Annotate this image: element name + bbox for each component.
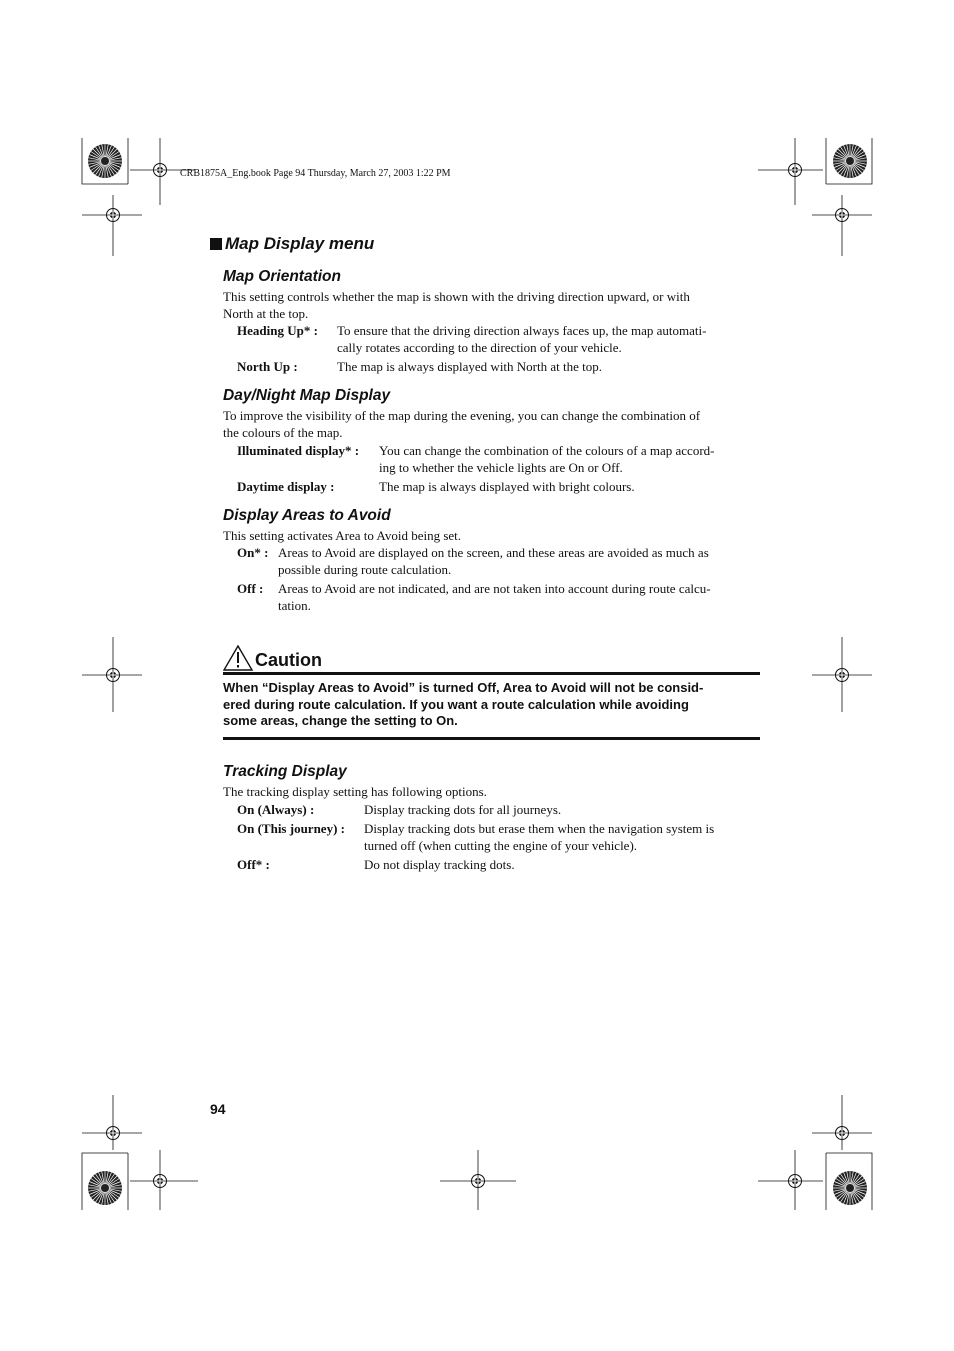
caution-line: some areas, change the setting to On. bbox=[223, 713, 458, 728]
desc-line: Areas to Avoid are displayed on the screen, and these areas are avoided as much as bbox=[278, 545, 709, 560]
desc-line: turned off (when cutting the engine of your vehicle). bbox=[364, 838, 638, 853]
option-off bbox=[237, 580, 762, 614]
day-night-heading: Day/Night Map Display bbox=[223, 387, 391, 404]
option-off-default bbox=[237, 856, 767, 873]
option-desc bbox=[337, 322, 767, 356]
caution-title: Caution bbox=[255, 650, 322, 670]
option-desc bbox=[278, 544, 762, 578]
option-desc: Do not display tracking dots. bbox=[364, 857, 515, 872]
option-heading-up bbox=[237, 322, 767, 356]
option-desc bbox=[379, 442, 767, 476]
option-on-this-journey bbox=[237, 820, 767, 854]
desc-line: Display tracking dots but erase them when the navigation system is bbox=[364, 821, 715, 836]
warning-triangle-icon bbox=[223, 645, 253, 671]
intro-line: the colours of the map. bbox=[223, 425, 343, 440]
areas-avoid-heading: Display Areas to Avoid bbox=[223, 507, 391, 524]
option-north-up bbox=[237, 358, 767, 375]
option-desc: The map is always displayed with bright colours. bbox=[379, 479, 635, 494]
intro-line: To improve the visibility of the map during the evening, you can change the combination of bbox=[223, 408, 701, 423]
areas-avoid-intro: This setting activates Area to Avoid being set. bbox=[223, 528, 462, 543]
tracking-heading: Tracking Display bbox=[223, 763, 347, 780]
section-title-text: Map Display menu bbox=[225, 234, 375, 253]
desc-line: Areas to Avoid are not indicated, and are not taken into account during route calcu- bbox=[278, 581, 711, 596]
square-bullet-icon bbox=[210, 238, 222, 250]
day-night-intro bbox=[223, 407, 763, 441]
option-desc: The map is always displayed with North at the top. bbox=[337, 359, 603, 374]
option-term: Daytime display : bbox=[237, 479, 335, 494]
caution-text bbox=[223, 680, 768, 730]
desc-line: tation. bbox=[278, 598, 311, 613]
caution-line: When “Display Areas to Avoid” is turned Off, Area to Avoid will not be consid- bbox=[223, 680, 704, 695]
caution-line: ered during route calculation. If you want a route calculation while avoiding bbox=[223, 696, 689, 712]
option-desc bbox=[364, 820, 767, 854]
map-orientation-heading: Map Orientation bbox=[223, 268, 341, 285]
option-term: On* : bbox=[237, 545, 269, 560]
desc-line: possible during route calculation. bbox=[278, 562, 452, 577]
option-term: Off* : bbox=[237, 857, 270, 872]
option-term: North Up : bbox=[237, 359, 298, 374]
option-term: Heading Up* : bbox=[237, 323, 318, 338]
option-term: On (This journey) : bbox=[237, 821, 345, 836]
option-on bbox=[237, 544, 762, 578]
option-illuminated-display bbox=[237, 442, 767, 476]
book-info-header: CRB1875A_Eng.book Page 94 Thursday, March 27, 2003 1:22 PM bbox=[180, 168, 451, 179]
option-desc: Display tracking dots for all journeys. bbox=[364, 802, 562, 817]
caution-bottom-rule bbox=[223, 737, 760, 740]
option-term: Illuminated display* : bbox=[237, 443, 360, 458]
desc-line: cally rotates according to the direction of your vehicle. bbox=[337, 340, 622, 355]
tracking-intro: The tracking display setting has following options. bbox=[223, 784, 487, 799]
caution-top-rule bbox=[223, 672, 760, 675]
page-number: 94 bbox=[210, 1101, 226, 1117]
option-term: Off : bbox=[237, 581, 264, 596]
intro-line: North at the top. bbox=[223, 306, 309, 321]
option-daytime-display bbox=[237, 478, 767, 495]
map-orientation-intro bbox=[223, 288, 763, 322]
intro-line: This setting controls whether the map is shown with the driving direction upward, or with bbox=[223, 289, 690, 304]
desc-line: ing to whether the vehicle lights are On or Off. bbox=[379, 460, 623, 475]
option-on-always bbox=[237, 801, 767, 818]
option-term: On (Always) : bbox=[237, 802, 315, 817]
desc-line: You can change the combination of the colours of a map accord- bbox=[379, 443, 715, 458]
desc-line: To ensure that the driving direction always faces up, the map automati- bbox=[337, 323, 707, 338]
option-desc bbox=[278, 580, 762, 614]
section-title bbox=[210, 234, 374, 254]
